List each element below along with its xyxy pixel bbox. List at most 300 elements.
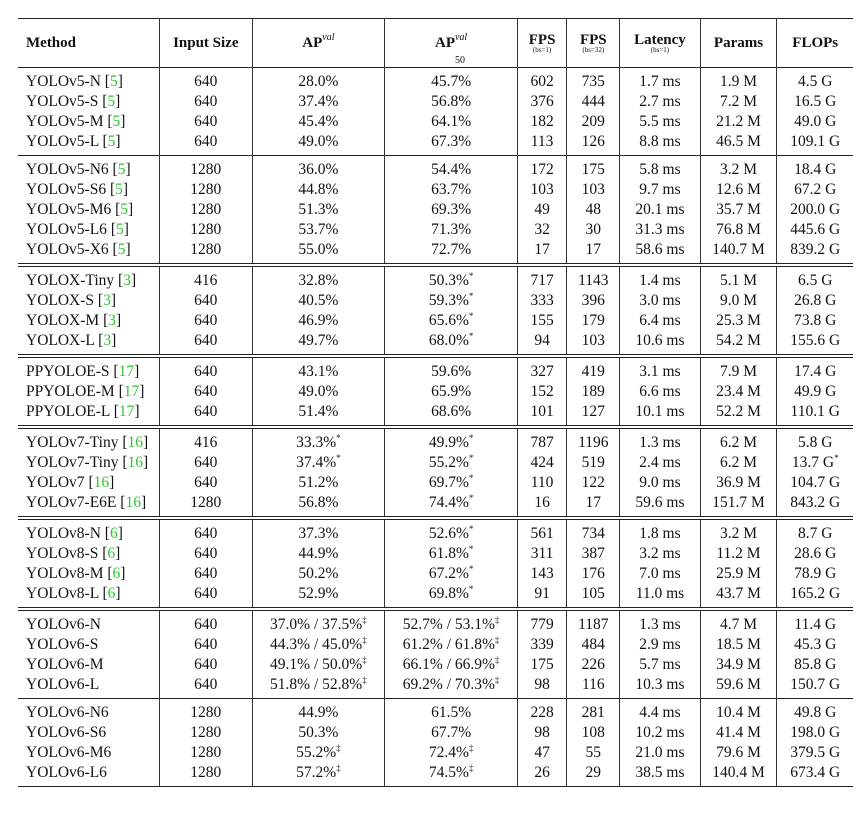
method-name: PPYOLOE-M (26, 383, 115, 400)
method-name: YOLOv5-M6 (26, 201, 112, 218)
params-value: 23.4 M (716, 383, 761, 400)
flops-cell (777, 240, 853, 265)
params-cell (700, 743, 777, 763)
header-flops (777, 19, 853, 68)
method-cell (18, 609, 160, 635)
method-name: YOLOv8-L (26, 585, 99, 602)
ap50-footnote-mark: * (468, 453, 474, 463)
latency-cell (620, 544, 700, 564)
fps-bs1-cell (517, 356, 566, 382)
ap50-cell (385, 92, 518, 112)
latency-cell (620, 331, 700, 356)
input-size-cell (160, 132, 252, 156)
citation-link: 5 (115, 181, 123, 198)
flops-value: 379.5 G (790, 744, 841, 761)
table-row (18, 156, 853, 181)
fps-bs32-value: 226 (581, 656, 605, 673)
fps-bs1-value: 49 (534, 201, 550, 218)
latency-value: 7.0 ms (639, 565, 681, 582)
fps-bs1-value: 175 (530, 656, 554, 673)
params-cell (700, 291, 777, 311)
flops-cell (777, 291, 853, 311)
flops-cell (777, 402, 853, 427)
ap-cell (252, 180, 385, 200)
latency-value: 1.7 ms (639, 73, 681, 90)
header-ap50-base: AP (434, 35, 455, 51)
input-size-value: 640 (194, 525, 218, 542)
params-cell (700, 200, 777, 220)
ap-value: 55.0% (298, 241, 339, 258)
method-name: YOLOv5-X6 (26, 241, 109, 258)
method-name: YOLOX-S (26, 292, 95, 309)
params-cell (700, 564, 777, 584)
latency-value: 10.3 ms (635, 676, 685, 693)
input-size-value: 640 (194, 565, 218, 582)
ap50-value: 59.3% (428, 292, 469, 309)
table-row (18, 635, 853, 655)
input-size-value: 640 (194, 363, 218, 380)
method-name: YOLOv6-N (26, 616, 101, 633)
fps-bs1-value: 32 (534, 221, 550, 238)
fps-bs32-cell (567, 723, 620, 743)
fps-bs32-cell (567, 92, 620, 112)
fps-bs32-value: 396 (581, 292, 605, 309)
params-cell (700, 655, 777, 675)
input-size-cell (160, 427, 252, 453)
fps-bs1-value: 376 (530, 93, 554, 110)
latency-cell (620, 240, 700, 265)
fps-bs32-value: 17 (585, 241, 602, 258)
flops-value: 4.5 G (797, 73, 833, 90)
flops-footnote-mark: * (834, 453, 839, 463)
fps-bs1-value: 717 (530, 272, 554, 289)
fps-bs1-value: 98 (534, 676, 550, 693)
table-row (18, 132, 853, 156)
ap-cell (252, 473, 385, 493)
fps-bs1-value: 101 (530, 403, 554, 420)
flops-cell (777, 743, 853, 763)
table-row (18, 655, 853, 675)
fps-bs1-value: 424 (530, 454, 554, 471)
input-size-value: 640 (194, 616, 218, 633)
params-cell (700, 265, 777, 291)
params-cell (700, 180, 777, 200)
fps-bs1-value: 182 (530, 113, 554, 130)
ap-value: 37.4% (296, 454, 337, 471)
input-size-cell (160, 68, 252, 93)
method-name: YOLOX-M (26, 312, 100, 329)
fps-bs1-cell (517, 743, 566, 763)
ap-value: 43.1% (298, 363, 339, 380)
params-value: 7.2 M (719, 93, 757, 110)
params-value: 3.2 M (719, 161, 757, 178)
latency-value: 5.7 ms (639, 656, 681, 673)
ap-cell (252, 655, 385, 675)
ap50-value: 52.7% / 53.1% (402, 616, 495, 633)
flops-cell (777, 473, 853, 493)
ap-cell (252, 331, 385, 356)
ap50-value: 69.3% (431, 201, 472, 218)
latency-cell (620, 473, 700, 493)
fps-bs32-cell (567, 699, 620, 724)
flops-value: 18.4 G (794, 161, 837, 178)
method-cell: YOLOX-S [3] (18, 291, 160, 311)
fps-bs32-cell (567, 655, 620, 675)
ap-cell (252, 518, 385, 544)
params-value: 54.2 M (716, 332, 761, 349)
citation-link: 16 (93, 474, 110, 491)
params-value: 25.3 M (716, 312, 761, 329)
params-value: 6.2 M (719, 454, 757, 471)
latency-cell (620, 311, 700, 331)
latency-cell (620, 564, 700, 584)
header-method-label: Method (26, 35, 76, 51)
table-row (18, 356, 853, 382)
flops-cell (777, 763, 853, 787)
fps-bs1-cell (517, 453, 566, 473)
ap50-footnote-mark: * (468, 544, 474, 554)
ap-value: 50.2% (298, 565, 339, 582)
header-ap (252, 19, 385, 68)
ap-cell (252, 743, 385, 763)
fps-bs1-cell (517, 331, 566, 356)
citation-link: 5 (120, 201, 129, 218)
method-name: YOLOX-Tiny (26, 272, 115, 289)
fps-bs32-value: 189 (581, 383, 605, 400)
fps-bs32-cell (567, 220, 620, 240)
fps-bs32-value: 735 (581, 73, 605, 90)
flops-cell (777, 518, 853, 544)
ap50-cell (385, 200, 518, 220)
latency-value: 1.8 ms (639, 525, 681, 542)
fps-bs32-cell (567, 609, 620, 635)
ap-cell (252, 68, 385, 93)
ap-cell (252, 609, 385, 635)
fps-bs32-cell (567, 311, 620, 331)
flops-cell (777, 156, 853, 181)
ap50-cell (385, 291, 518, 311)
ap50-footnote-mark: ‡ (494, 655, 500, 665)
flops-value: 13.7 G (791, 454, 835, 471)
latency-cell (620, 453, 700, 473)
fps-bs1-value: 143 (530, 565, 554, 582)
ap50-footnote-mark: ‡ (494, 615, 500, 625)
ap-footnote-mark: ‡ (336, 763, 341, 773)
table-row (18, 763, 853, 787)
header-fps-bs32 (567, 19, 620, 68)
fps-bs1-cell (517, 609, 566, 635)
fps-bs1-value: 26 (534, 764, 550, 781)
table-group (18, 265, 853, 356)
fps-bs32-cell (567, 132, 620, 156)
fps-bs32-value: 30 (585, 221, 602, 238)
header-params-label: Params (713, 35, 764, 51)
method-name: YOLOv5-M (26, 113, 104, 130)
ap-value: 40.5% (298, 292, 339, 309)
flops-value: 673.4 G (790, 764, 841, 781)
fps-bs32-value: 1143 (578, 272, 609, 289)
ap50-value: 68.0% (428, 332, 469, 349)
table-row (18, 609, 853, 635)
flops-value: 49.8 G (794, 704, 837, 721)
ap50-cell (385, 564, 518, 584)
params-value: 76.8 M (716, 221, 761, 238)
citation-link: 5 (117, 241, 126, 258)
method-name: YOLOv5-L (26, 133, 99, 150)
flops-value: 45.3 G (794, 636, 837, 653)
flops-value: 843.2 G (790, 494, 841, 511)
input-size-cell (160, 584, 252, 609)
ap50-value: 67.3% (431, 133, 472, 150)
flops-value: 198.0 G (790, 724, 841, 741)
method-name: YOLOv7-E6E (26, 494, 117, 511)
ap-value: 45.4% (298, 113, 339, 130)
ap50-value: 50.3% (428, 272, 469, 289)
comparison-table (18, 18, 853, 787)
latency-value: 20.1 ms (635, 201, 685, 218)
latency-value: 38.5 ms (635, 764, 685, 781)
params-value: 4.7 M (719, 616, 757, 633)
fps-bs1-value: 228 (530, 704, 554, 721)
params-cell (700, 723, 777, 743)
input-size-value: 1280 (190, 241, 222, 258)
latency-cell (620, 402, 700, 427)
input-size-cell (160, 402, 252, 427)
fps-bs1-value: 91 (534, 585, 550, 602)
flops-value: 11.4 G (794, 616, 837, 633)
method-cell: YOLOv5-N6 [5] (18, 156, 160, 181)
latency-value: 1.4 ms (639, 272, 681, 289)
method-cell: YOLOv8-N [6] (18, 518, 160, 544)
fps-bs32-cell (567, 763, 620, 787)
params-cell (700, 544, 777, 564)
fps-bs1-cell (517, 92, 566, 112)
ap50-value: 63.7% (431, 181, 472, 198)
fps-bs1-cell (517, 112, 566, 132)
header-fps-bs1-sub: (bs=1) (532, 46, 552, 54)
latency-value: 31.3 ms (635, 221, 685, 238)
table-group (18, 156, 853, 266)
fps-bs32-cell (567, 265, 620, 291)
table-row (18, 723, 853, 743)
fps-bs32-value: 103 (581, 332, 605, 349)
method-name: YOLOv6-S (26, 636, 99, 653)
ap-value: 37.0% / 37.5% (270, 616, 363, 633)
ap-value: 49.7% (298, 332, 339, 349)
latency-value: 10.1 ms (635, 403, 685, 420)
fps-bs32-value: 127 (581, 403, 605, 420)
ap50-footnote-mark: ‡ (494, 635, 500, 645)
input-size-value: 416 (194, 272, 218, 289)
latency-value: 59.6 ms (635, 494, 685, 511)
table-group (18, 68, 853, 156)
ap50-footnote-mark: ‡ (468, 743, 474, 753)
fps-bs1-value: 561 (530, 525, 554, 542)
fps-bs1-cell (517, 675, 566, 699)
table-row (18, 331, 853, 356)
flops-value: 200.0 G (790, 201, 841, 218)
ap50-value: 61.2% / 61.8% (402, 636, 495, 653)
latency-cell (620, 156, 700, 181)
flops-value: 839.2 G (790, 241, 841, 258)
ap50-footnote-mark: * (468, 564, 474, 574)
fps-bs32-cell (567, 544, 620, 564)
header-fps-bs1 (517, 19, 566, 68)
flops-value: 150.7 G (790, 676, 841, 693)
input-size-cell (160, 180, 252, 200)
ap-footnote-mark: * (336, 453, 341, 463)
ap50-value: 71.3% (431, 221, 472, 238)
ap-cell (252, 635, 385, 655)
table-row (18, 200, 853, 220)
latency-value: 9.7 ms (639, 181, 681, 198)
fps-bs32-value: 519 (581, 454, 605, 471)
input-size-value: 1280 (190, 764, 222, 781)
ap-cell (252, 675, 385, 699)
header-ap50-sup: val (454, 32, 468, 43)
fps-bs32-cell (567, 743, 620, 763)
latency-cell (620, 518, 700, 544)
ap50-value: 66.1% / 66.9% (402, 656, 495, 673)
table-row (18, 675, 853, 699)
flops-value: 155.6 G (790, 332, 841, 349)
latency-cell (620, 200, 700, 220)
table-group (18, 427, 853, 518)
method-name: YOLOv8-S (26, 545, 99, 562)
ap50-value: 72.4% (428, 744, 469, 761)
citation-link: 17 (118, 403, 135, 420)
citation-link: 5 (117, 161, 126, 178)
flops-cell (777, 311, 853, 331)
fps-bs1-value: 152 (530, 383, 554, 400)
fps-bs1-value: 172 (530, 161, 554, 178)
ap50-cell (385, 699, 518, 724)
fps-bs32-cell (567, 68, 620, 93)
method-name: PPYOLOE-L (26, 403, 110, 420)
fps-bs32-value: 444 (581, 93, 605, 110)
params-cell (700, 427, 777, 453)
fps-bs1-cell (517, 473, 566, 493)
fps-bs32-value: 126 (581, 133, 605, 150)
fps-bs1-value: 339 (530, 636, 554, 653)
ap50-value: 52.6% (428, 525, 469, 542)
flops-value: 85.8 G (794, 656, 837, 673)
ap50-value: 69.2% / 70.3% (402, 676, 495, 693)
ap50-cell (385, 402, 518, 427)
method-name: YOLOv6-L6 (26, 764, 107, 781)
latency-cell (620, 180, 700, 200)
method-cell: YOLOv5-X6 [5] (18, 240, 160, 265)
citation-link: 5 (112, 113, 121, 130)
ap50-value: 67.7% (431, 724, 472, 741)
ap50-value: 55.2% (428, 454, 469, 471)
ap-cell (252, 311, 385, 331)
method-cell: YOLOv7-Tiny [16] (18, 427, 160, 453)
flops-value: 110.1 G (790, 403, 840, 420)
flops-value: 109.1 G (790, 133, 841, 150)
citation-link: 3 (123, 272, 131, 289)
params-value: 43.7 M (716, 585, 761, 602)
params-value: 11.2 M (716, 545, 761, 562)
header-row (18, 19, 853, 68)
fps-bs32-value: 1187 (578, 616, 609, 633)
input-size-value: 640 (194, 403, 218, 420)
fps-bs1-cell (517, 265, 566, 291)
fps-bs32-cell (567, 291, 620, 311)
flops-cell (777, 635, 853, 655)
ap50-footnote-mark: ‡ (494, 675, 500, 685)
ap-value: 51.4% (298, 403, 339, 420)
fps-bs32-value: 108 (581, 724, 605, 741)
ap50-cell (385, 311, 518, 331)
method-cell: YOLOv8-L [6] (18, 584, 160, 609)
ap-value: 32.8% (298, 272, 339, 289)
ap50-cell (385, 356, 518, 382)
params-cell (700, 220, 777, 240)
fps-bs32-value: 105 (581, 585, 605, 602)
ap-footnote-mark: ‡ (362, 675, 367, 685)
flops-cell (777, 92, 853, 112)
latency-cell (620, 220, 700, 240)
latency-cell (620, 356, 700, 382)
fps-bs32-cell (567, 635, 620, 655)
latency-cell (620, 68, 700, 93)
table-row (18, 743, 853, 763)
ap-cell (252, 112, 385, 132)
ap-value: 37.4% (298, 93, 339, 110)
fps-bs1-cell (517, 518, 566, 544)
ap-value: 53.7% (298, 221, 339, 238)
input-size-value: 1280 (190, 494, 222, 511)
method-cell: YOLOv5-M [5] (18, 112, 160, 132)
ap50-footnote-mark: ‡ (468, 763, 474, 773)
table-row (18, 311, 853, 331)
latency-cell (620, 493, 700, 518)
ap-cell (252, 723, 385, 743)
ap50-value: 65.9% (431, 383, 472, 400)
flops-value: 28.6 G (794, 545, 837, 562)
table-header (18, 19, 853, 68)
citation-link: 16 (127, 454, 143, 471)
fps-bs32-value: 175 (581, 161, 605, 178)
fps-bs32-value: 179 (581, 312, 605, 329)
ap50-cell (385, 763, 518, 787)
latency-cell (620, 92, 700, 112)
flops-value: 8.7 G (797, 525, 833, 542)
citation-link: 3 (108, 312, 116, 329)
input-size-cell (160, 240, 252, 265)
ap50-value: 74.5% (428, 764, 469, 781)
ap-footnote-mark: ‡ (362, 635, 367, 645)
method-name: PPYOLOE-S (26, 363, 110, 380)
ap50-value: 56.8% (431, 93, 472, 110)
params-value: 52.2 M (716, 403, 761, 420)
ap-value: 49.0% (298, 383, 339, 400)
flops-value: 5.8 G (797, 434, 833, 451)
latency-value: 8.8 ms (639, 133, 681, 150)
table-row (18, 92, 853, 112)
ap-value: 56.8% (298, 494, 339, 511)
fps-bs1-cell (517, 493, 566, 518)
flops-cell (777, 220, 853, 240)
ap50-cell (385, 675, 518, 699)
flops-cell (777, 564, 853, 584)
table-row (18, 427, 853, 453)
ap-cell (252, 584, 385, 609)
ap-cell (252, 382, 385, 402)
flops-value: 67.2 G (794, 181, 837, 198)
header-latency-label: Latency (634, 32, 686, 48)
